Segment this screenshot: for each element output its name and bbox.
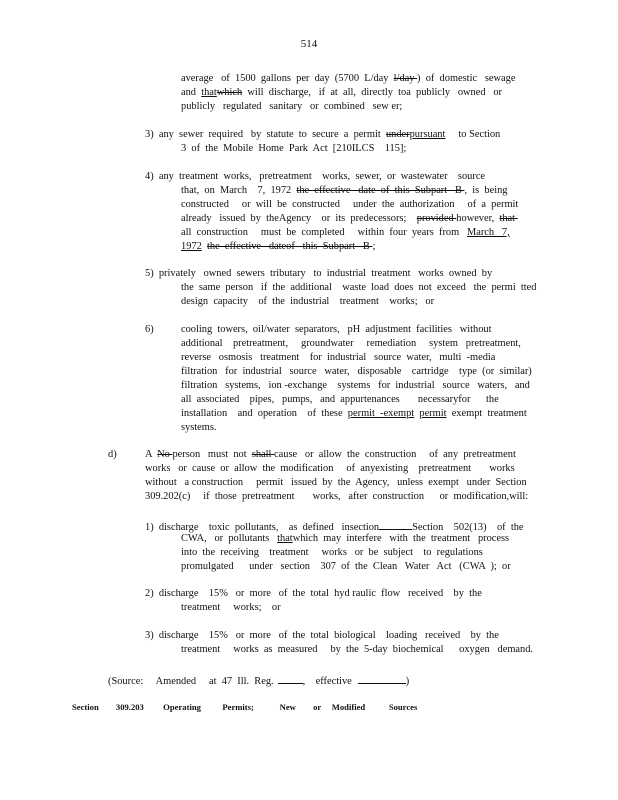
text-line: filtration for industrial source water, disposable cartridge type (or similar) bbox=[181, 366, 532, 377]
text-line bbox=[181, 240, 375, 254]
text-run: and bbox=[181, 87, 202, 98]
text-line: filtration systems, ion -exchange systems for industrial source waters, and bbox=[181, 380, 530, 391]
inserted-text: 1972 bbox=[181, 241, 202, 252]
text-line bbox=[145, 462, 515, 476]
page-number: 514 bbox=[300, 38, 318, 50]
text-run: 309.202(c) if those pretreatment works, after construction or modification,will: bbox=[145, 491, 529, 502]
struck-text: which bbox=[216, 87, 243, 98]
struck-text: provided bbox=[416, 213, 457, 224]
text-line bbox=[145, 170, 485, 184]
text-run: installation and operation of these bbox=[181, 408, 348, 419]
text-run: cause or allow the construction of any pretreatment bbox=[274, 449, 516, 460]
text-run: promulgated under section 307 of the Clean Water Act (CWA ); or bbox=[181, 561, 511, 572]
text-run: person must not bbox=[172, 449, 252, 460]
text-line bbox=[181, 560, 511, 574]
text-run: will discharge, if at all, directly toa publicly owned or bbox=[242, 87, 503, 98]
text-run: A bbox=[145, 449, 158, 460]
struck-text: shall bbox=[251, 449, 275, 460]
text-line bbox=[181, 532, 509, 546]
struck-text: under bbox=[385, 129, 410, 140]
text-run: treatment works as measured by the 5-day biochemical oxygen demand. bbox=[181, 644, 534, 655]
text-line bbox=[181, 226, 510, 240]
text-run: 2) discharge 15% or more of the total hyd raulic flow received by the bbox=[145, 588, 482, 599]
text-run: publicly regulated sanitary or combined sew er; bbox=[181, 101, 403, 112]
text-run: 3) discharge 15% or more of the total biological loading received by the bbox=[145, 630, 499, 641]
text-line: cooling towers, oil/water separators, pH adjustment facilities without bbox=[181, 324, 492, 335]
text-line bbox=[181, 142, 406, 156]
text-run: that, on March 7, 1972 bbox=[181, 185, 297, 196]
struck-text: l/day bbox=[393, 73, 418, 84]
inserted-text: pursuant bbox=[409, 129, 446, 140]
text-line bbox=[181, 643, 533, 657]
text-line bbox=[145, 267, 492, 281]
text-line: additional pretreatment, groundwater remediation system pretreatment, bbox=[181, 338, 521, 349]
text-run: without a construction permit issued by the Agency, unless exempt under Section bbox=[145, 477, 527, 488]
text-line bbox=[181, 601, 281, 615]
inserted-text: that bbox=[201, 87, 217, 98]
inserted-text: that bbox=[277, 533, 293, 544]
text-line bbox=[181, 407, 527, 421]
text-line: systems. bbox=[181, 422, 217, 433]
text-line: reverse osmosis treatment for industrial source water, multi -media bbox=[181, 352, 496, 363]
text-run: 1) discharge toxic pollutants, as defined insection bbox=[145, 522, 380, 533]
text-run: ) of domestic sewage bbox=[417, 73, 516, 84]
text-line bbox=[145, 587, 482, 601]
text-line bbox=[181, 184, 508, 198]
blank-line bbox=[278, 672, 303, 684]
text-run: constructed or will be constructed under the authorization of a permit bbox=[181, 199, 519, 210]
struck-text: that bbox=[499, 213, 518, 224]
text-run: into the receiving treatment works or be subject to regulations bbox=[181, 547, 483, 558]
source-text: (Source: Amended at 47 Ill. Reg. bbox=[108, 676, 274, 687]
text-run: design capacity of the industrial treatment works; or bbox=[181, 296, 435, 307]
text-run: treatment works; or bbox=[181, 602, 281, 613]
text-line bbox=[181, 281, 537, 295]
source-text: , effective bbox=[302, 676, 352, 687]
text-run: the same person if the additional waste load does not exceed the permi tted bbox=[181, 282, 537, 293]
text-run: which may interfere with the treatment process bbox=[292, 533, 510, 544]
inserted-text: March 7, bbox=[466, 227, 510, 238]
text-run: however, bbox=[456, 213, 500, 224]
text-line bbox=[181, 212, 518, 226]
text-line bbox=[181, 295, 434, 309]
text-run: 3) any sewer required by statute to secure a permit bbox=[145, 129, 386, 140]
text-line bbox=[181, 198, 518, 212]
text-run: average of 1500 gallons per day (5700 L/day bbox=[181, 73, 394, 84]
text-line bbox=[145, 629, 499, 643]
subsection-label: d) bbox=[108, 449, 117, 460]
blank-line bbox=[379, 518, 412, 530]
struck-text: the effective date of this Subpart B bbox=[296, 185, 465, 196]
inserted-text: permit -exempt bbox=[347, 408, 415, 419]
text-line bbox=[145, 448, 516, 462]
text-line bbox=[181, 100, 402, 114]
section-heading: Section 309.203 Operating Permits; New or Modified Sources bbox=[72, 702, 418, 712]
text-run: all construction must be completed within four years from bbox=[181, 227, 467, 238]
text-run: ; bbox=[372, 241, 376, 252]
text-line bbox=[145, 490, 528, 504]
source-text: ) bbox=[405, 676, 410, 687]
blank-line bbox=[358, 672, 406, 684]
text-line bbox=[181, 546, 483, 560]
text-line: all associated pipes, pumps, and appurtenances necessaryfor the bbox=[181, 394, 499, 405]
text-run: 3 of the Mobile Home Park Act [210ILCS 115]; bbox=[181, 143, 407, 154]
text-run: works or cause or allow the modification of anyexisting pretreatment works bbox=[145, 463, 515, 474]
text-run: Section 502(13) of the bbox=[412, 522, 524, 533]
list-label: 6) bbox=[145, 324, 154, 335]
inserted-text: permit bbox=[419, 408, 447, 419]
text-run: exempt treatment bbox=[446, 408, 527, 419]
struck-text: No bbox=[157, 449, 173, 460]
struck-text: the effective dateof this Subpart B bbox=[206, 241, 373, 252]
text-run: 5) privately owned sewers tributary to industrial treatment works owned by bbox=[145, 268, 493, 279]
text-run: 4) any treatment works, pretreatment works, sewer, or wastewater source bbox=[145, 171, 486, 182]
text-line bbox=[145, 128, 500, 142]
source-note bbox=[108, 672, 409, 689]
text-line bbox=[181, 72, 515, 86]
text-run: already issued by theAgency or its predecessors; bbox=[181, 213, 417, 224]
text-run: to Section bbox=[445, 129, 501, 140]
text-run: CWA, or pollutants bbox=[181, 533, 278, 544]
text-run: , is being bbox=[464, 185, 508, 196]
text-line bbox=[181, 86, 502, 100]
text-line bbox=[145, 476, 527, 490]
